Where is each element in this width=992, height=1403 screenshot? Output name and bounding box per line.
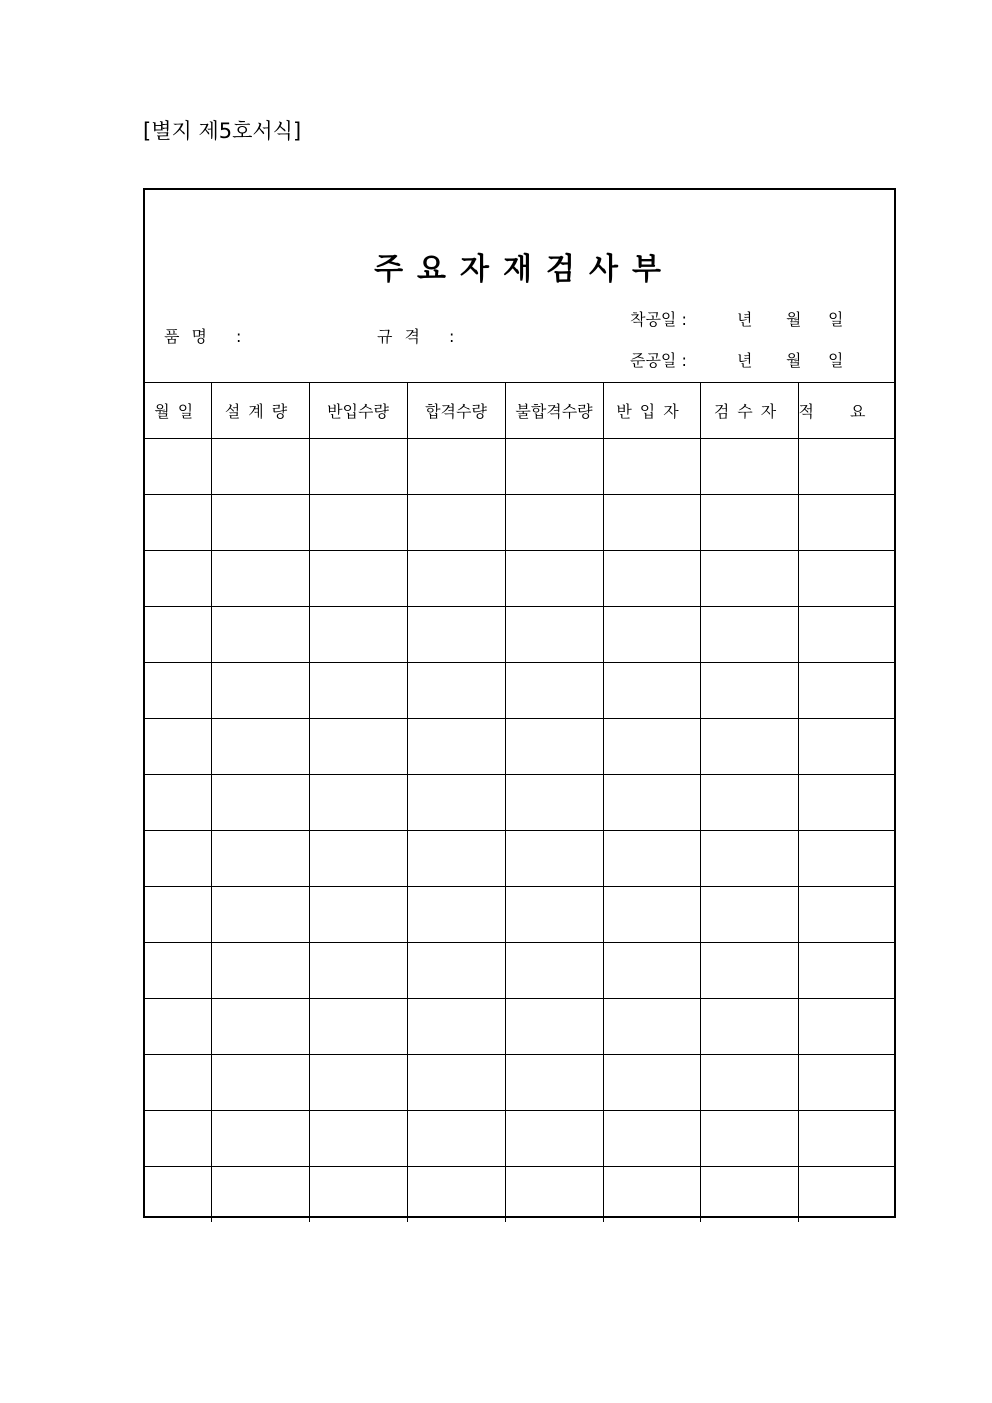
table-cell[interactable]: [211, 774, 309, 830]
table-cell[interactable]: [211, 886, 309, 942]
table-cell[interactable]: [798, 886, 894, 942]
table-cell[interactable]: [309, 718, 407, 774]
table-cell[interactable]: [798, 774, 894, 830]
table-cell[interactable]: [211, 1110, 309, 1166]
table-cell[interactable]: [407, 494, 505, 550]
table-cell[interactable]: [211, 550, 309, 606]
table-cell[interactable]: [309, 1166, 407, 1222]
table-cell[interactable]: [407, 550, 505, 606]
table-cell[interactable]: [505, 438, 603, 494]
col-header-failed-qty: 불합격수량: [505, 383, 603, 438]
completion-date-label: 준공일 :: [630, 351, 687, 370]
table-cell[interactable]: [603, 774, 700, 830]
table-cell[interactable]: [700, 774, 798, 830]
table-cell[interactable]: [603, 1054, 700, 1110]
table-cell[interactable]: [407, 438, 505, 494]
table-cell[interactable]: [798, 438, 894, 494]
table-cell[interactable]: [603, 494, 700, 550]
table-cell[interactable]: [145, 494, 211, 550]
table-cell[interactable]: [798, 942, 894, 998]
end-day-unit: 일: [828, 351, 844, 370]
table-cell[interactable]: [505, 774, 603, 830]
table-cell[interactable]: [407, 662, 505, 718]
table-cell[interactable]: [309, 942, 407, 998]
table-cell[interactable]: [505, 606, 603, 662]
table-cell[interactable]: [798, 662, 894, 718]
table-cell[interactable]: [211, 830, 309, 886]
table-cell[interactable]: [700, 1110, 798, 1166]
table-cell[interactable]: [407, 830, 505, 886]
table-cell[interactable]: [505, 718, 603, 774]
table-cell[interactable]: [407, 1110, 505, 1166]
table-cell[interactable]: [211, 998, 309, 1054]
table-cell[interactable]: [211, 942, 309, 998]
table-cell[interactable]: [603, 438, 700, 494]
inspection-table: [145, 383, 902, 1222]
table-cell[interactable]: [700, 830, 798, 886]
table-cell[interactable]: [309, 1054, 407, 1110]
table-header-row: [145, 383, 894, 438]
table-cell[interactable]: [309, 438, 407, 494]
table-cell[interactable]: [700, 886, 798, 942]
table-cell[interactable]: [309, 1110, 407, 1166]
table-row: [145, 886, 894, 942]
table-cell[interactable]: [505, 830, 603, 886]
table-cell[interactable]: [145, 1166, 211, 1222]
table-cell[interactable]: [700, 718, 798, 774]
table-cell[interactable]: [505, 1110, 603, 1166]
col-header-passed-qty: 합격수량: [407, 383, 505, 438]
form-header: [145, 190, 894, 383]
table-cell[interactable]: [211, 662, 309, 718]
table-cell[interactable]: [603, 1166, 700, 1222]
table-cell[interactable]: [505, 1054, 603, 1110]
table-cell[interactable]: [309, 886, 407, 942]
table-cell[interactable]: [145, 550, 211, 606]
table-cell[interactable]: [700, 606, 798, 662]
table-cell[interactable]: [700, 942, 798, 998]
table-cell[interactable]: [145, 774, 211, 830]
table-cell[interactable]: [407, 1166, 505, 1222]
table-cell[interactable]: [211, 1166, 309, 1222]
start-day-unit: 일: [828, 310, 844, 329]
table-cell[interactable]: [505, 998, 603, 1054]
table-cell[interactable]: [798, 1110, 894, 1166]
table-cell[interactable]: [798, 550, 894, 606]
table-cell[interactable]: [145, 886, 211, 942]
table-cell[interactable]: [211, 606, 309, 662]
table-cell[interactable]: [603, 830, 700, 886]
table-cell[interactable]: [211, 718, 309, 774]
table-cell[interactable]: [407, 774, 505, 830]
col-header-inspector: 검수자: [700, 383, 798, 438]
table-cell[interactable]: [798, 830, 894, 886]
table-cell[interactable]: [603, 550, 700, 606]
table-cell[interactable]: [145, 998, 211, 1054]
table-cell[interactable]: [798, 998, 894, 1054]
start-date-label: 착공일 :: [630, 310, 687, 329]
table-cell[interactable]: [603, 1110, 700, 1166]
table-cell[interactable]: [211, 494, 309, 550]
table-cell[interactable]: [309, 550, 407, 606]
table-cell[interactable]: [407, 886, 505, 942]
table-row: [145, 1054, 894, 1110]
table-cell[interactable]: [700, 1054, 798, 1110]
table-cell[interactable]: [145, 718, 211, 774]
table-row: [145, 550, 894, 606]
col-header-design-qty: 설계량: [211, 383, 309, 438]
table-cell[interactable]: [145, 438, 211, 494]
table-cell[interactable]: [145, 830, 211, 886]
start-month-unit: 월: [786, 310, 802, 329]
table-cell[interactable]: [700, 662, 798, 718]
table-cell[interactable]: [145, 942, 211, 998]
document-title: 주요자재검사부: [374, 252, 675, 287]
table-row: [145, 718, 894, 774]
table-cell[interactable]: [505, 1166, 603, 1222]
table-cell[interactable]: [309, 830, 407, 886]
specification-label: 규격 :: [377, 327, 467, 346]
table-row: [145, 606, 894, 662]
table-cell[interactable]: [309, 662, 407, 718]
table-cell[interactable]: [603, 718, 700, 774]
table-cell[interactable]: [309, 998, 407, 1054]
table-row: [145, 662, 894, 718]
col-header-delivered-qty: 반입수량: [309, 383, 407, 438]
table-body: [145, 438, 894, 1222]
table-row: [145, 774, 894, 830]
table-cell[interactable]: [309, 774, 407, 830]
end-month-unit: 월: [786, 351, 802, 370]
table-row: [145, 942, 894, 998]
table-cell[interactable]: [309, 494, 407, 550]
table-cell[interactable]: [145, 662, 211, 718]
table-cell[interactable]: [798, 718, 894, 774]
table-cell[interactable]: [145, 606, 211, 662]
table-cell[interactable]: [603, 606, 700, 662]
col-header-deliverer: 반입자: [603, 383, 700, 438]
table-cell[interactable]: [603, 886, 700, 942]
col-header-remarks: 적요: [798, 383, 894, 438]
end-year-unit: 년: [737, 351, 753, 370]
table-cell[interactable]: [603, 662, 700, 718]
table-row: [145, 438, 894, 494]
col-header-date: 월일: [145, 383, 211, 438]
table-cell[interactable]: [211, 438, 309, 494]
table-row: [145, 494, 894, 550]
table-cell[interactable]: [700, 550, 798, 606]
table-cell[interactable]: [798, 606, 894, 662]
table-cell[interactable]: [505, 942, 603, 998]
table-cell[interactable]: [505, 886, 603, 942]
table-cell[interactable]: [505, 662, 603, 718]
table-row: [145, 998, 894, 1054]
table-cell[interactable]: [700, 494, 798, 550]
form-number: [별지 제5호서식]: [143, 119, 302, 143]
table-cell[interactable]: [798, 494, 894, 550]
table-cell[interactable]: [407, 942, 505, 998]
table-cell[interactable]: [798, 1054, 894, 1110]
table-cell[interactable]: [798, 1166, 894, 1222]
table-cell[interactable]: [407, 1054, 505, 1110]
table-cell[interactable]: [700, 998, 798, 1054]
table-cell[interactable]: [700, 438, 798, 494]
table-cell[interactable]: [407, 718, 505, 774]
table-cell[interactable]: [603, 998, 700, 1054]
table-row: [145, 1110, 894, 1166]
table-cell[interactable]: [145, 1054, 211, 1110]
table-row: [145, 1166, 894, 1222]
table-cell[interactable]: [211, 1054, 309, 1110]
table-cell[interactable]: [505, 494, 603, 550]
table-cell[interactable]: [145, 1110, 211, 1166]
table-cell[interactable]: [309, 606, 407, 662]
table-row: [145, 830, 894, 886]
table-cell[interactable]: [407, 998, 505, 1054]
table-cell[interactable]: [505, 550, 603, 606]
inspection-ledger-form: [143, 188, 902, 1218]
table-cell[interactable]: [700, 1166, 798, 1222]
table-cell[interactable]: [407, 606, 505, 662]
item-name-label: 품명 :: [164, 327, 254, 346]
table-cell[interactable]: [603, 942, 700, 998]
start-year-unit: 년: [737, 310, 753, 329]
